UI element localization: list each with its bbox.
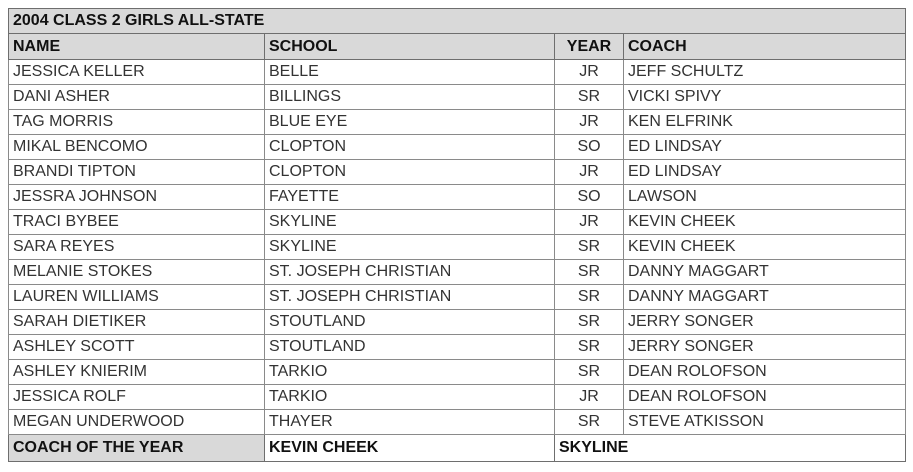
player-year: SO <box>555 135 624 160</box>
player-coach: JERRY SONGER <box>624 335 906 360</box>
player-school: TARKIO <box>265 360 555 385</box>
table-row <box>9 60 906 85</box>
player-year: SO <box>555 185 624 210</box>
player-year: JR <box>555 160 624 185</box>
column-header-coach: COACH <box>624 34 906 60</box>
table-row <box>9 260 906 285</box>
player-name: ASHLEY KNIERIM <box>9 360 265 385</box>
player-coach: ED LINDSAY <box>624 160 906 185</box>
player-year: SR <box>555 360 624 385</box>
table-row <box>9 135 906 160</box>
table-row <box>9 85 906 110</box>
player-school: BLUE EYE <box>265 110 555 135</box>
player-coach: ED LINDSAY <box>624 135 906 160</box>
player-school: SKYLINE <box>265 235 555 260</box>
player-coach: LAWSON <box>624 185 906 210</box>
player-coach: DANNY MAGGART <box>624 260 906 285</box>
player-school: CLOPTON <box>265 135 555 160</box>
player-school: THAYER <box>265 410 555 435</box>
player-coach: STEVE ATKISSON <box>624 410 906 435</box>
player-year: SR <box>555 335 624 360</box>
coach-of-the-year-school: SKYLINE <box>555 435 906 462</box>
player-year: JR <box>555 210 624 235</box>
all-state-table <box>8 8 906 462</box>
player-coach: DEAN ROLOFSON <box>624 360 906 385</box>
player-school: BILLINGS <box>265 85 555 110</box>
table-row <box>9 410 906 435</box>
table-row <box>9 310 906 335</box>
table-row <box>9 110 906 135</box>
table-row <box>9 335 906 360</box>
player-coach: KEVIN CHEEK <box>624 235 906 260</box>
player-school: STOUTLAND <box>265 310 555 335</box>
table-title: 2004 CLASS 2 GIRLS ALL-STATE <box>9 9 906 34</box>
player-year: JR <box>555 385 624 410</box>
table-title-row <box>9 9 906 34</box>
player-year: SR <box>555 410 624 435</box>
player-coach: JEFF SCHULTZ <box>624 60 906 85</box>
player-year: SR <box>555 285 624 310</box>
player-school: SKYLINE <box>265 210 555 235</box>
player-name: SARA REYES <box>9 235 265 260</box>
table-row <box>9 385 906 410</box>
player-name: ASHLEY SCOTT <box>9 335 265 360</box>
player-name: JESSICA KELLER <box>9 60 265 85</box>
coach-of-the-year-label: COACH OF THE YEAR <box>9 435 265 462</box>
player-name: SARAH DIETIKER <box>9 310 265 335</box>
table-row <box>9 210 906 235</box>
player-name: JESSRA JOHNSON <box>9 185 265 210</box>
player-name: MELANIE STOKES <box>9 260 265 285</box>
player-school: ST. JOSEPH CHRISTIAN <box>265 260 555 285</box>
player-year: JR <box>555 60 624 85</box>
player-year: JR <box>555 110 624 135</box>
column-header-school: SCHOOL <box>265 34 555 60</box>
player-year: SR <box>555 260 624 285</box>
player-name: JESSICA ROLF <box>9 385 265 410</box>
column-header-row <box>9 34 906 60</box>
player-year: SR <box>555 235 624 260</box>
player-name: BRANDI TIPTON <box>9 160 265 185</box>
coach-of-the-year-coach: KEVIN CHEEK <box>265 435 555 462</box>
player-coach: DEAN ROLOFSON <box>624 385 906 410</box>
table-row <box>9 360 906 385</box>
table-row <box>9 285 906 310</box>
player-coach: KEVIN CHEEK <box>624 210 906 235</box>
column-header-year: YEAR <box>555 34 624 60</box>
table-row <box>9 235 906 260</box>
player-school: STOUTLAND <box>265 335 555 360</box>
player-school: ST. JOSEPH CHRISTIAN <box>265 285 555 310</box>
player-name: DANI ASHER <box>9 85 265 110</box>
player-year: SR <box>555 310 624 335</box>
player-coach: VICKI SPIVY <box>624 85 906 110</box>
player-year: SR <box>555 85 624 110</box>
player-name: MEGAN UNDERWOOD <box>9 410 265 435</box>
players-table-body <box>9 60 906 435</box>
player-name: TRACI BYBEE <box>9 210 265 235</box>
table-row <box>9 185 906 210</box>
player-name: TAG MORRIS <box>9 110 265 135</box>
player-school: BELLE <box>265 60 555 85</box>
player-coach: KEN ELFRINK <box>624 110 906 135</box>
player-coach: JERRY SONGER <box>624 310 906 335</box>
player-school: CLOPTON <box>265 160 555 185</box>
player-name: MIKAL BENCOMO <box>9 135 265 160</box>
player-coach: DANNY MAGGART <box>624 285 906 310</box>
table-row <box>9 160 906 185</box>
column-header-name: NAME <box>9 34 265 60</box>
player-school: TARKIO <box>265 385 555 410</box>
player-name: LAUREN WILLIAMS <box>9 285 265 310</box>
all-state-table-container <box>8 8 906 462</box>
player-school: FAYETTE <box>265 185 555 210</box>
coach-of-the-year-row <box>9 435 906 462</box>
